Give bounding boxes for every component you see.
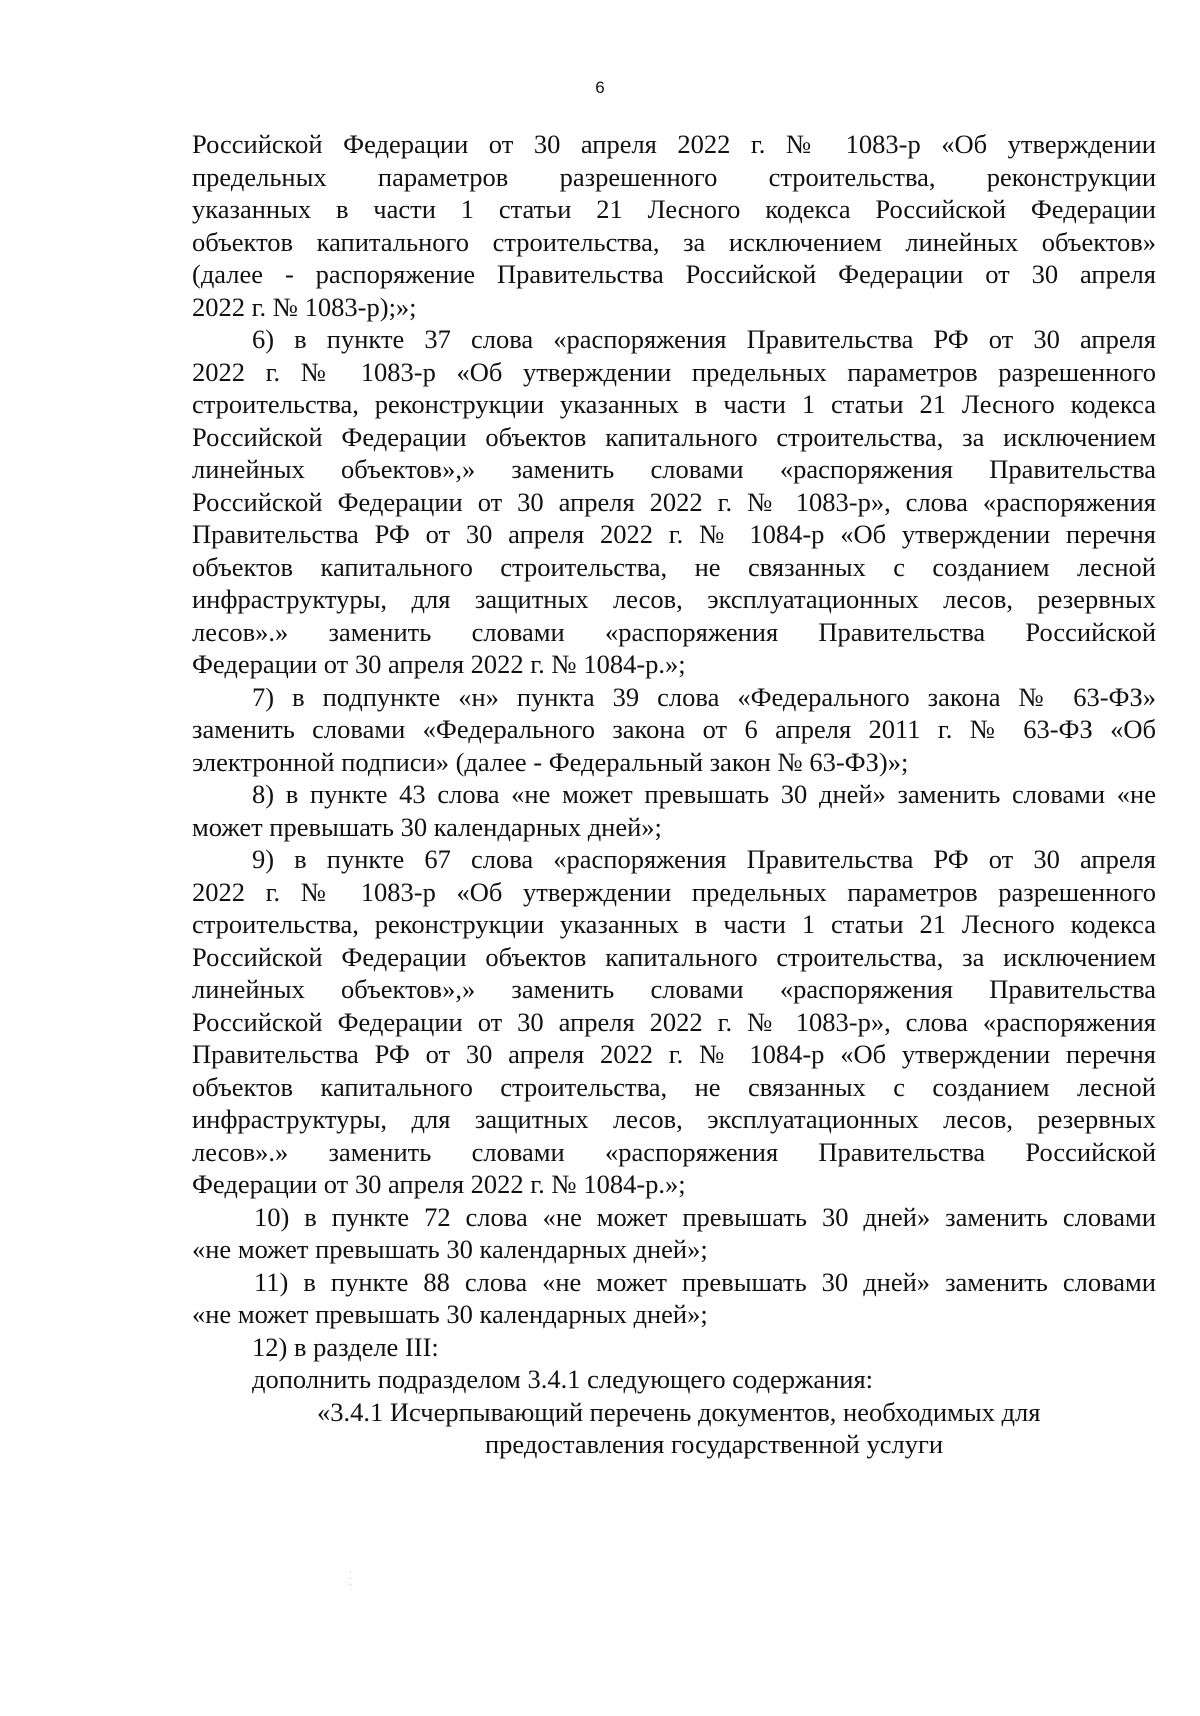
text-line: Правительства РФ от 30 апреля 2022 г. № 1084-р «Об утверждении перечня xyxy=(192,519,1156,549)
text-line: 2022 г. № 1083-р);»; xyxy=(192,291,417,322)
text-line: лесов».» заменить словами «распоряжения Правительства Российской xyxy=(192,616,1156,647)
scan-speck-marks xyxy=(350,1572,352,1586)
text-line: Федерации от 30 апреля 2022 г. № 1084-р.»; xyxy=(192,649,686,679)
text-line: Российской Федерации объектов капитального строительства, за исключением xyxy=(192,941,1156,972)
subsection-title-line-1: «3.4.1 Исчерпывающий перечень документов, необходимых для xyxy=(317,1396,1041,1427)
text-line: может превышать 30 календарных дней»; xyxy=(192,811,662,842)
text-line: лесов».» заменить словами «распоряжения Правительства Российской xyxy=(192,1136,1156,1167)
text-line: линейных объектов»,» заменить словами «распоряжения Правительства xyxy=(192,454,1156,484)
text-line: указанных в части 1 статьи 21 Лесного кодекса Российской Федерации xyxy=(192,194,1156,224)
text-line: строительства, реконструкции указанных в части 1 статьи 21 Лесного кодекса xyxy=(192,909,1156,939)
paragraph-7-first-line: 7) в подпункте «н» пункта 39 слова «Федерального закона № 63-ФЗ» xyxy=(252,681,1156,712)
text-line: «не может превышать 30 календарных дней»; xyxy=(192,1299,708,1329)
subsection-title-line-2: предоставления государственной услуги xyxy=(484,1429,944,1459)
text-line: (далее - распоряжение Правительства Российской Федерации от 30 апреля xyxy=(192,259,1156,289)
text-line: электронной подписи» (далее - Федеральный закон № 63-ФЗ)»; xyxy=(192,746,909,777)
paragraph-11-first-line: 11) в пункте 88 слова «не может превышать 30 дней» заменить словами xyxy=(254,1266,1156,1297)
page-number: 6 xyxy=(595,78,605,97)
text-line: объектов капитального строительства, не связанных с созданием лесной xyxy=(192,551,1156,582)
paragraph-9-first-line: 9) в пункте 67 слова «распоряжения Правительства РФ от 30 апреля xyxy=(252,844,1156,874)
text-line: Федерации от 30 апреля 2022 г. № 1084-р.»; xyxy=(192,1169,686,1199)
text-line: заменить словами «Федерального закона от 6 апреля 2011 г. № 63-ФЗ «Об xyxy=(192,714,1156,744)
text-line: строительства, реконструкции указанных в части 1 статьи 21 Лесного кодекса xyxy=(192,389,1156,419)
text-line: линейных объектов»,» заменить словами «распоряжения Правительства xyxy=(192,974,1156,1004)
text-line: Российской Федерации от 30 апреля 2022 г. № 1083-р», слова «распоряжения xyxy=(192,486,1156,517)
text-line: Российской Федерации от 30 апреля 2022 г. № 1083-р», слова «распоряжения xyxy=(192,1006,1156,1037)
paragraph-10-first-line: 10) в пункте 72 слова «не может превышать 30 дней» заменить словами xyxy=(254,1201,1156,1232)
text-line: инфраструктуры, для защитных лесов, эксплуатационных лесов, резервных xyxy=(192,1104,1156,1134)
text-line: Российской Федерации от 30 апреля 2022 г. № 1083-р «Об утверждении xyxy=(192,129,1156,159)
text-line: объектов капитального строительства, не связанных с созданием лесной xyxy=(192,1071,1156,1102)
paragraph-12-line: 12) в разделе III: xyxy=(252,1331,439,1362)
document-body xyxy=(192,128,1156,1461)
text-line: Правительства РФ от 30 апреля 2022 г. № 1084-р «Об утверждении перечня xyxy=(192,1039,1156,1069)
text-line: инфраструктуры, для защитных лесов, эксплуатационных лесов, резервных xyxy=(192,584,1156,614)
subsection-intro-line: дополнить подразделом 3.4.1 следующего содержания: xyxy=(252,1364,873,1394)
text-line: предельных параметров разрешенного строительства, реконструкции xyxy=(192,161,1156,192)
paragraph-6-first-line: 6) в пункте 37 слова «распоряжения Правительства РФ от 30 апреля xyxy=(252,324,1156,354)
text-line: объектов капитального строительства, за исключением линейных объектов» xyxy=(192,226,1156,257)
text-line: 2022 г. № 1083-р «Об утверждении предельных параметров разрешенного xyxy=(192,876,1156,907)
text-line: Российской Федерации объектов капитального строительства, за исключением xyxy=(192,421,1156,452)
text-line: «не может превышать 30 календарных дней»; xyxy=(192,1234,708,1264)
paragraph-8-first-line: 8) в пункте 43 слова «не может превышать 30 дней» заменить словами «не xyxy=(252,779,1156,809)
text-line: 2022 г. № 1083-р «Об утверждении предельных параметров разрешенного xyxy=(192,356,1156,387)
